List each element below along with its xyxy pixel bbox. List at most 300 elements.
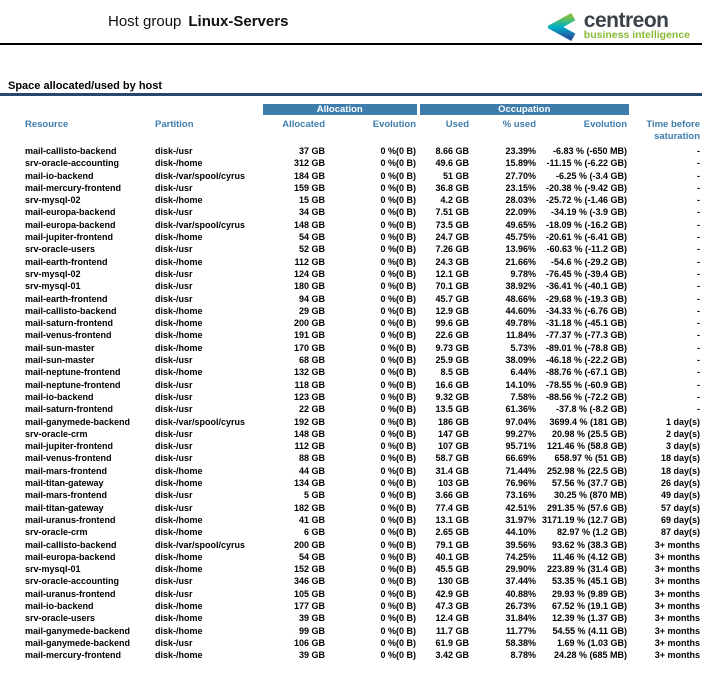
section-title: Space allocated/used by host xyxy=(0,80,702,96)
cell-used: 13.1 GB xyxy=(435,514,470,525)
page-title-hostgroup: Linux-Servers xyxy=(188,13,289,30)
table-row xyxy=(0,142,702,157)
col-header-allocated: Allocated xyxy=(282,119,325,130)
cell-used: 3.42 GB xyxy=(435,650,470,661)
cell-resource: srv-oracle-accounting xyxy=(25,158,120,169)
cell-allocation-evolution: 0 %(0 B) xyxy=(380,465,417,476)
cell-pct-used: 13.96% xyxy=(505,244,537,255)
cell-occupation-evolution: -89.01 % (-78.8 GB) xyxy=(545,342,628,353)
cell-pct-used: 7.58% xyxy=(510,391,537,402)
cell-time-before-saturation: 57 day(s) xyxy=(660,502,701,513)
cell-used: 42.9 GB xyxy=(435,588,470,599)
cell-time-before-saturation: 3+ months xyxy=(654,637,701,648)
cell-used: 73.5 GB xyxy=(435,219,470,230)
cell-used: 103 GB xyxy=(437,478,470,489)
cell-allocation-evolution: 0 %(0 B) xyxy=(380,453,417,464)
cell-time-before-saturation: 69 day(s) xyxy=(660,514,701,525)
cell-allocation-evolution: 0 %(0 B) xyxy=(380,293,417,304)
cell-partition: disk-/home xyxy=(155,478,203,489)
cell-allocation-evolution: 0 %(0 B) xyxy=(380,232,417,243)
cell-allocated: 148 GB xyxy=(293,219,325,230)
group-header-spacer xyxy=(629,104,702,115)
cell-time-before-saturation: - xyxy=(697,318,701,329)
cell-allocated: 346 GB xyxy=(293,576,325,587)
cell-occupation-evolution: -88.76 % (-67.1 GB) xyxy=(545,367,628,378)
cell-used: 47.3 GB xyxy=(435,600,470,611)
cell-allocated: 39 GB xyxy=(298,650,325,661)
cell-allocated: 177 GB xyxy=(293,600,325,611)
column-header-row xyxy=(0,115,702,142)
cell-resource: mail-jupiter-frontend xyxy=(25,232,113,243)
cell-used: 8.66 GB xyxy=(435,146,470,156)
cell-partition: disk-/home xyxy=(155,551,203,562)
table-row xyxy=(0,514,702,526)
cell-resource: mail-neptune-frontend xyxy=(25,379,121,390)
cell-occupation-evolution: 30.25 % (870 MB) xyxy=(553,490,628,501)
cell-time-before-saturation: - xyxy=(697,355,701,366)
cell-partition: disk-/usr xyxy=(155,428,193,439)
cell-pct-used: 61.36% xyxy=(505,404,537,415)
cell-allocated: 124 GB xyxy=(293,268,325,279)
cell-resource: srv-oracle-users xyxy=(25,613,96,624)
cell-used: 40.1 GB xyxy=(435,551,470,562)
cell-allocated: 180 GB xyxy=(293,281,325,292)
cell-partition: disk-/usr xyxy=(155,182,193,193)
report-header xyxy=(0,0,702,45)
cell-resource: mail-mercury-frontend xyxy=(25,182,122,193)
cell-pct-used: 99.27% xyxy=(505,428,537,439)
cell-occupation-evolution: -6.25 % (-3.4 GB) xyxy=(555,170,628,181)
cell-resource: mail-ganymede-backend xyxy=(25,625,131,636)
cell-used: 12.1 GB xyxy=(435,268,470,279)
cell-allocation-evolution: 0 %(0 B) xyxy=(380,281,417,292)
cell-pct-used: 66.69% xyxy=(505,453,537,464)
cell-used: 7.26 GB xyxy=(435,244,470,255)
col-header-allocation-evolution: Evolution xyxy=(372,119,417,130)
cell-resource: srv-mysql-01 xyxy=(25,281,81,292)
table-row xyxy=(0,170,702,182)
cell-occupation-evolution: -37.8 % (-8.2 GB) xyxy=(555,404,628,415)
cell-partition: disk-/home xyxy=(155,564,203,575)
cell-used: 31.4 GB xyxy=(435,465,470,476)
cell-resource: mail-callisto-backend xyxy=(25,305,117,316)
cell-used: 25.9 GB xyxy=(435,355,470,366)
table-row xyxy=(0,612,702,624)
cell-allocated: 191 GB xyxy=(293,330,325,341)
table-row xyxy=(0,157,702,169)
cell-occupation-evolution: -54.6 % (-29.2 GB) xyxy=(550,256,628,267)
cell-occupation-evolution: 658.97 % (51 GB) xyxy=(554,453,628,464)
cell-resource: mail-earth-frontend xyxy=(25,293,108,304)
cell-allocation-evolution: 0 %(0 B) xyxy=(380,613,417,624)
cell-allocation-evolution: 0 %(0 B) xyxy=(380,600,417,611)
cell-partition: disk-/usr xyxy=(155,244,193,255)
cell-time-before-saturation: 1 day(s) xyxy=(666,416,701,427)
cell-time-before-saturation: 3+ months xyxy=(654,613,701,624)
cell-partition: disk-/home xyxy=(155,650,203,661)
cell-allocation-evolution: 0 %(0 B) xyxy=(380,490,417,501)
cell-allocated: 106 GB xyxy=(293,637,325,648)
cell-pct-used: 39.56% xyxy=(505,539,537,550)
cell-allocated: 132 GB xyxy=(293,367,325,378)
cell-allocated: 34 GB xyxy=(298,207,325,218)
cell-pct-used: 6.44% xyxy=(510,367,537,378)
cell-pct-used: 11.84% xyxy=(505,330,537,341)
cell-pct-used: 40.88% xyxy=(505,588,537,599)
cell-allocation-evolution: 0 %(0 B) xyxy=(380,527,417,538)
cell-occupation-evolution: 252.98 % (22.5 GB) xyxy=(546,465,628,476)
cell-pct-used: 44.10% xyxy=(505,527,537,538)
cell-occupation-evolution: 53.35 % (45.1 GB) xyxy=(551,576,628,587)
cell-time-before-saturation: 26 day(s) xyxy=(660,478,701,489)
cell-partition: disk-/var/spool/cyrus xyxy=(155,219,246,230)
cell-used: 77.4 GB xyxy=(435,502,470,513)
table-row xyxy=(0,465,702,477)
cell-allocated: 39 GB xyxy=(298,613,325,624)
cell-time-before-saturation: - xyxy=(697,330,701,341)
cell-occupation-evolution: 20.98 % (25.5 GB) xyxy=(551,428,628,439)
cell-partition: disk-/usr xyxy=(155,281,193,292)
cell-occupation-evolution: 291.35 % (57.6 GB) xyxy=(546,502,628,513)
cell-resource: mail-uranus-frontend xyxy=(25,514,116,525)
cell-pct-used: 23.39% xyxy=(505,146,537,156)
cell-partition: disk-/home xyxy=(155,342,203,353)
cell-time-before-saturation: - xyxy=(697,195,701,206)
table-row xyxy=(0,219,702,231)
cell-partition: disk-/var/spool/cyrus xyxy=(155,539,246,550)
group-header-allocation: Allocation xyxy=(263,104,418,115)
table-row xyxy=(0,600,702,612)
cell-pct-used: 76.96% xyxy=(505,478,537,489)
cell-allocated: 29 GB xyxy=(298,305,325,316)
cell-used: 61.9 GB xyxy=(435,637,470,648)
cell-occupation-evolution: 11.46 % (4.12 GB) xyxy=(552,551,628,562)
page-title xyxy=(108,13,288,30)
cell-occupation-evolution: -18.09 % (-16.2 GB) xyxy=(545,219,628,230)
cell-pct-used: 15.89% xyxy=(505,158,537,169)
cell-allocated: 182 GB xyxy=(293,502,325,513)
cell-partition: disk-/usr xyxy=(155,293,193,304)
cell-resource: mail-mars-frontend xyxy=(25,465,108,476)
cell-pct-used: 9.78% xyxy=(510,268,537,279)
cell-partition: disk-/home xyxy=(155,256,203,267)
cell-resource: mail-venus-frontend xyxy=(25,453,112,464)
cell-pct-used: 42.51% xyxy=(505,502,537,513)
table-row xyxy=(0,575,702,587)
cell-pct-used: 74.25% xyxy=(505,551,537,562)
cell-resource: srv-mysql-02 xyxy=(25,195,81,206)
table-row xyxy=(0,625,702,637)
cell-time-before-saturation: - xyxy=(697,281,701,292)
table-row xyxy=(0,342,702,354)
cell-pct-used: 22.09% xyxy=(505,207,537,218)
cell-time-before-saturation: - xyxy=(697,146,701,156)
cell-pct-used: 49.78% xyxy=(505,318,537,329)
cell-time-before-saturation: - xyxy=(697,170,701,181)
table-row xyxy=(0,637,702,649)
cell-allocated: 37 GB xyxy=(298,146,325,156)
cell-resource: mail-titan-gateway xyxy=(25,478,104,489)
cell-pct-used: 11.77% xyxy=(505,625,537,636)
table-row xyxy=(0,428,702,440)
cell-allocated: 159 GB xyxy=(293,182,325,193)
cell-partition: disk-/home xyxy=(155,330,203,341)
table-row xyxy=(0,649,702,661)
cell-allocation-evolution: 0 %(0 B) xyxy=(380,416,417,427)
table-row xyxy=(0,256,702,268)
cell-pct-used: 37.44% xyxy=(505,576,537,587)
cell-used: 13.5 GB xyxy=(435,404,470,415)
cell-partition: disk-/usr xyxy=(155,268,193,279)
cell-partition: disk-/usr xyxy=(155,453,193,464)
cell-allocation-evolution: 0 %(0 B) xyxy=(380,404,417,415)
cell-allocated: 200 GB xyxy=(293,318,325,329)
cell-occupation-evolution: -78.55 % (-60.9 GB) xyxy=(545,379,628,390)
cell-allocated: 152 GB xyxy=(293,564,325,575)
cell-time-before-saturation: - xyxy=(697,367,701,378)
cell-pct-used: 97.04% xyxy=(505,416,537,427)
table-row xyxy=(0,206,702,218)
cell-allocated: 200 GB xyxy=(293,539,325,550)
cell-allocation-evolution: 0 %(0 B) xyxy=(380,207,417,218)
cell-time-before-saturation: - xyxy=(697,244,701,255)
cell-allocated: 6 GB xyxy=(303,527,325,538)
cell-resource: mail-neptune-frontend xyxy=(25,367,121,378)
cell-resource: mail-jupiter-frontend xyxy=(25,441,113,452)
cell-time-before-saturation: - xyxy=(697,404,701,415)
cell-partition: disk-/home xyxy=(155,367,203,378)
cell-allocation-evolution: 0 %(0 B) xyxy=(380,367,417,378)
cell-allocation-evolution: 0 %(0 B) xyxy=(380,146,417,156)
cell-used: 9.73 GB xyxy=(435,342,470,353)
cell-used: 9.32 GB xyxy=(435,391,470,402)
cell-time-before-saturation: - xyxy=(697,219,701,230)
cell-partition: disk-/home xyxy=(155,600,203,611)
cell-occupation-evolution: -76.45 % (-39.4 GB) xyxy=(545,268,628,279)
cell-pct-used: 5.73% xyxy=(510,342,537,353)
cell-pct-used: 27.70% xyxy=(505,170,537,181)
cell-allocation-evolution: 0 %(0 B) xyxy=(380,576,417,587)
cell-allocated: 68 GB xyxy=(298,355,325,366)
cell-partition: disk-/home xyxy=(155,465,203,476)
col-header-pct-used: % used xyxy=(502,119,537,130)
group-header-row xyxy=(0,104,702,115)
table-row xyxy=(0,243,702,255)
cell-allocated: 94 GB xyxy=(298,293,325,304)
cell-time-before-saturation: 18 day(s) xyxy=(660,465,701,476)
cell-allocated: 192 GB xyxy=(293,416,325,427)
cell-occupation-evolution: 24.28 % (685 MB) xyxy=(553,650,628,661)
cell-used: 22.6 GB xyxy=(435,330,470,341)
cell-resource: mail-ganymede-backend xyxy=(25,416,131,427)
cell-time-before-saturation: - xyxy=(697,391,701,402)
cell-allocation-evolution: 0 %(0 B) xyxy=(380,588,417,599)
cell-used: 186 GB xyxy=(437,416,470,427)
cell-allocation-evolution: 0 %(0 B) xyxy=(380,244,417,255)
cell-used: 16.6 GB xyxy=(435,379,470,390)
cell-partition: disk-/usr xyxy=(155,379,193,390)
cell-time-before-saturation: - xyxy=(697,342,701,353)
table-row xyxy=(0,551,702,563)
cell-partition: disk-/home xyxy=(155,232,203,243)
cell-occupation-evolution: 82.97 % (1.2 GB) xyxy=(556,527,628,538)
brand-subtitle: business intelligence xyxy=(583,29,690,41)
cell-time-before-saturation: 3+ months xyxy=(654,650,701,661)
cell-used: 45.5 GB xyxy=(435,564,470,575)
cell-resource: mail-venus-frontend xyxy=(25,330,112,341)
cell-used: 4.2 GB xyxy=(440,195,470,206)
cell-allocated: 118 GB xyxy=(294,379,325,390)
cell-resource: mail-earth-frontend xyxy=(25,256,108,267)
cell-pct-used: 29.90% xyxy=(505,564,537,575)
cell-resource: mail-europa-backend xyxy=(25,207,116,218)
cell-used: 49.6 GB xyxy=(435,158,470,169)
cell-allocation-evolution: 0 %(0 B) xyxy=(380,539,417,550)
cell-occupation-evolution: 223.89 % (31.4 GB) xyxy=(546,564,628,575)
cell-resource: mail-saturn-frontend xyxy=(25,318,114,329)
group-header-occupation: Occupation xyxy=(418,104,629,115)
cell-allocation-evolution: 0 %(0 B) xyxy=(380,637,417,648)
cell-occupation-evolution: -31.18 % (-45.1 GB) xyxy=(545,318,628,329)
cell-allocated: 5 GB xyxy=(303,490,325,501)
table-row xyxy=(0,280,702,292)
cell-time-before-saturation: 2 day(s) xyxy=(666,428,701,439)
table-row xyxy=(0,416,702,428)
cell-occupation-evolution: -29.68 % (-19.3 GB) xyxy=(545,293,628,304)
cell-partition: disk-/usr xyxy=(155,576,193,587)
cell-pct-used: 71.44% xyxy=(505,465,537,476)
table-row xyxy=(0,539,702,551)
table-row xyxy=(0,293,702,305)
cell-allocation-evolution: 0 %(0 B) xyxy=(380,170,417,181)
cell-pct-used: 48.66% xyxy=(505,293,537,304)
cell-time-before-saturation: 3 day(s) xyxy=(666,441,701,452)
col-header-time-before-saturation: Time before saturation xyxy=(646,119,701,142)
cell-occupation-evolution: 3171.19 % (12.7 GB) xyxy=(541,514,628,525)
cell-used: 130 GB xyxy=(437,576,470,587)
cell-time-before-saturation: 3+ months xyxy=(654,564,701,575)
cell-occupation-evolution: 121.46 % (58.8 GB) xyxy=(546,441,628,452)
cell-resource: mail-saturn-frontend xyxy=(25,404,114,415)
cell-resource: mail-europa-backend xyxy=(25,551,116,562)
cell-allocated: 88 GB xyxy=(298,453,325,464)
table-row xyxy=(0,329,702,341)
cell-allocation-evolution: 0 %(0 B) xyxy=(380,428,417,439)
cell-allocation-evolution: 0 %(0 B) xyxy=(380,441,417,452)
cell-pct-used: 58.38% xyxy=(505,637,537,648)
col-header-occupation-evolution: Evolution xyxy=(583,119,628,130)
cell-occupation-evolution: 29.93 % (9.89 GB) xyxy=(551,588,628,599)
table-row xyxy=(0,182,702,194)
cell-occupation-evolution: 54.55 % (4.11 GB) xyxy=(552,625,628,636)
cell-pct-used: 26.73% xyxy=(505,600,537,611)
cell-resource: mail-uranus-frontend xyxy=(25,588,116,599)
cell-used: 58.7 GB xyxy=(435,453,470,464)
cell-used: 51 GB xyxy=(443,170,470,181)
cell-pct-used: 14.10% xyxy=(505,379,537,390)
cell-occupation-evolution: 67.52 % (19.1 GB) xyxy=(551,600,628,611)
table-row xyxy=(0,526,702,538)
cell-pct-used: 31.84% xyxy=(505,613,537,624)
cell-pct-used: 38.09% xyxy=(505,355,537,366)
cell-partition: disk-/usr xyxy=(155,404,193,415)
cell-occupation-evolution: -46.18 % (-22.2 GB) xyxy=(545,355,628,366)
cell-partition: disk-/home xyxy=(155,514,203,525)
space-allocation-table xyxy=(0,104,702,661)
cell-occupation-evolution: -34.33 % (-6.76 GB) xyxy=(545,305,628,316)
cell-used: 36.8 GB xyxy=(435,182,470,193)
cell-resource: srv-mysql-01 xyxy=(25,564,81,575)
cell-partition: disk-/usr xyxy=(155,637,193,648)
table-row xyxy=(0,231,702,243)
cell-allocation-evolution: 0 %(0 B) xyxy=(380,305,417,316)
cell-allocation-evolution: 0 %(0 B) xyxy=(380,158,417,169)
table-row xyxy=(0,379,702,391)
cell-time-before-saturation: 3+ months xyxy=(654,576,701,587)
cell-pct-used: 73.16% xyxy=(505,490,537,501)
cell-occupation-evolution: -20.38 % (-9.42 GB) xyxy=(545,182,628,193)
table-row xyxy=(0,391,702,403)
cell-occupation-evolution: -60.63 % (-11.2 GB) xyxy=(546,244,628,255)
cell-resource: srv-oracle-users xyxy=(25,244,96,255)
cell-used: 12.4 GB xyxy=(435,613,470,624)
cell-partition: disk-/home xyxy=(155,305,203,316)
brand-logo xyxy=(548,11,690,42)
cell-used: 8.5 GB xyxy=(440,367,470,378)
cell-time-before-saturation: - xyxy=(697,268,701,279)
cell-partition: disk-/usr xyxy=(155,490,193,501)
cell-used: 24.3 GB xyxy=(435,256,470,267)
cell-time-before-saturation: 3+ months xyxy=(654,588,701,599)
cell-allocated: 41 GB xyxy=(298,514,325,525)
cell-occupation-evolution: -77.37 % (-77.3 GB) xyxy=(545,330,628,341)
cell-partition: disk-/var/spool/cyrus xyxy=(155,416,246,427)
cell-partition: disk-/home xyxy=(155,318,203,329)
table-row xyxy=(0,354,702,366)
cell-resource: mail-ganymede-backend xyxy=(25,637,131,648)
cell-time-before-saturation: - xyxy=(697,158,701,169)
cell-pct-used: 23.15% xyxy=(505,182,537,193)
cell-used: 24.7 GB xyxy=(435,232,470,243)
cell-time-before-saturation: - xyxy=(697,379,701,390)
cell-partition: disk-/var/spool/cyrus xyxy=(155,170,246,181)
cell-used: 3.66 GB xyxy=(435,490,470,501)
group-header-spacer xyxy=(0,104,263,115)
cell-time-before-saturation: - xyxy=(697,305,701,316)
cell-time-before-saturation: - xyxy=(697,207,701,218)
table-row xyxy=(0,477,702,489)
cell-allocated: 54 GB xyxy=(298,551,325,562)
table-row xyxy=(0,194,702,206)
col-header-used: Used xyxy=(445,119,470,130)
cell-allocation-evolution: 0 %(0 B) xyxy=(380,219,417,230)
cell-resource: mail-io-backend xyxy=(25,600,94,611)
cell-occupation-evolution: 1.69 % (1.03 GB) xyxy=(556,637,628,648)
cell-allocation-evolution: 0 %(0 B) xyxy=(380,502,417,513)
cell-allocated: 112 GB xyxy=(294,441,325,452)
cell-time-before-saturation: 3+ months xyxy=(654,539,701,550)
cell-resource: mail-mercury-frontend xyxy=(25,650,122,661)
cell-occupation-evolution: 57.56 % (37.7 GB) xyxy=(551,478,628,489)
cell-used: 107 GB xyxy=(437,441,470,452)
cell-partition: disk-/home xyxy=(155,158,203,169)
cell-time-before-saturation: 3+ months xyxy=(654,625,701,636)
cell-allocated: 52 GB xyxy=(298,244,325,255)
cell-pct-used: 38.92% xyxy=(505,281,537,292)
table-row xyxy=(0,440,702,452)
cell-time-before-saturation: 3+ months xyxy=(654,600,701,611)
cell-resource: mail-sun-master xyxy=(25,355,95,366)
